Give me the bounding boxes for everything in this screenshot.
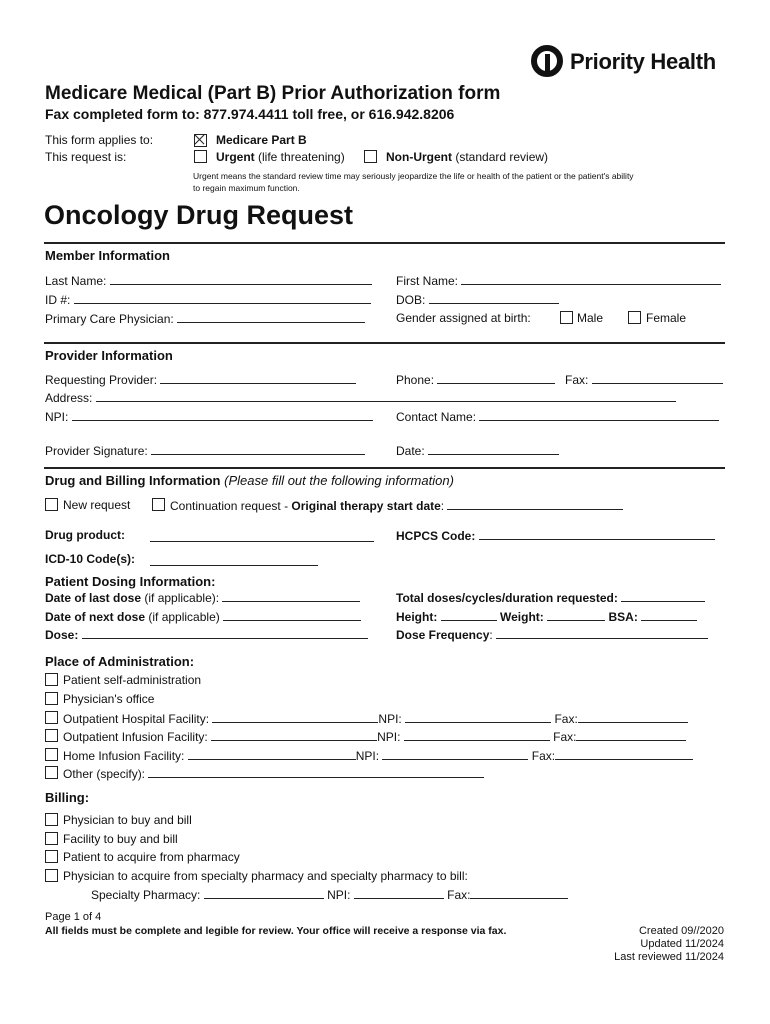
outpatient-hospital-row[interactable] [63,711,688,726]
next-dose-note: (if applicable) [148,610,220,624]
divider [44,342,725,344]
hcpcs-field[interactable] [396,528,715,543]
address-field[interactable] [45,390,676,405]
new-request-label: New request [63,498,131,512]
female-checkbox[interactable] [628,311,641,324]
gender-label: Gender assigned at birth: [396,311,531,325]
fax-label: Fax: [531,749,556,763]
total-doses-field[interactable] [396,590,705,605]
total-doses-label: Total doses/cycles/duration requested: [396,591,618,605]
last-name-field[interactable] [45,273,372,288]
fax-label: Fax: [554,712,578,726]
billing-option-label: Physician to acquire from specialty pharmacy and specialty pharmacy to bill: [63,869,468,883]
admin-option-label: Home Infusion Facility: [63,749,185,763]
phone-field[interactable] [396,372,555,387]
drug-heading-bold: Drug and Billing Information [45,473,221,488]
dose-label: Dose: [45,628,79,642]
requesting-provider-label: Requesting Provider: [45,373,158,387]
updated-date: Updated 11/2024 [640,938,724,950]
signature-date-field[interactable] [396,443,559,458]
requesting-provider-field[interactable] [45,372,356,387]
last-dose-field[interactable] [45,590,360,605]
fax-instructions: Fax completed form to: 877.974.4411 toll free, or 616.942.8206 [45,106,455,122]
continuation-request-label: Continuation request - Original therapy start date: [170,498,623,513]
icd-line[interactable] [150,554,318,566]
contact-name-field[interactable] [396,409,719,424]
last-dose-note: (if applicable): [144,591,220,605]
id-field[interactable] [45,292,371,307]
npi-label: NPI: [45,410,69,424]
billing-option-label: Physician to buy and bill [63,813,192,827]
footer-notice: All fields must be complete and legible for review. Your office will receive a response via fax. [45,925,507,937]
pcp-label: Primary Care Physician: [45,312,174,326]
admin-option-checkbox[interactable] [45,748,58,761]
signature-date-label: Date: [396,444,425,458]
dose-frequency-field[interactable]: Dose Frequency: [396,627,708,642]
bsa-label: BSA: [608,610,638,624]
fax-label: Fax: [553,730,577,744]
created-date: Created 09//2020 [638,925,724,937]
drug-product-line[interactable] [150,530,374,542]
billing-option-checkbox[interactable] [45,832,58,845]
npi-field[interactable] [45,409,373,424]
form-title: Medicare Medical (Part B) Prior Authorization form [45,83,501,104]
provider-heading: Provider Information [45,348,173,363]
last-name-label: Last Name: [45,274,107,288]
next-dose-label: Date of next dose [45,610,146,624]
original-start-label: Original therapy start date [291,499,441,513]
admin-option-label: Outpatient Infusion Facility: [63,730,208,744]
admin-option-checkbox[interactable] [45,673,58,686]
last-dose-label: Date of last dose [45,591,142,605]
phone-label: Phone: [396,373,435,387]
non-urgent-bold: Non-Urgent [386,150,452,164]
page-number: Page 1 of 4 [45,911,102,923]
urgent-label [216,150,345,164]
member-heading: Member Information [45,248,170,263]
male-label: Male [577,311,604,325]
urgent-bold: Urgent [216,150,255,164]
admin-option-checkbox[interactable] [45,692,58,705]
next-dose-field[interactable] [45,609,361,624]
admin-option-checkbox[interactable] [45,729,58,742]
id-label: ID #: [45,293,71,307]
height-label: Height: [396,610,438,624]
dose-frequency-label: Dose Frequency [396,628,490,642]
dob-label: DOB: [396,293,426,307]
specialty-pharmacy-label: Specialty Pharmacy: [91,888,201,902]
admin-option-label: Outpatient Hospital Facility: [63,712,210,726]
reviewed-date: Last reviewed 11/2024 [614,951,724,963]
first-name-field[interactable] [396,273,721,288]
npi-label: NPI: [327,888,351,902]
urgent-definition-1: Urgent means the standard review time may seriously jeopardize the life or health of the patient or the patient's ability [193,171,634,181]
non-urgent-checkbox[interactable] [364,150,377,163]
npi-label: NPI: [355,749,380,763]
height-weight-bsa-field[interactable] [396,609,697,624]
provider-fax-field[interactable] [565,372,723,387]
address-label: Address: [45,391,93,405]
provider-signature-label: Provider Signature: [45,444,148,458]
drug-heading [45,473,454,488]
continuation-label: Continuation request - [170,499,289,513]
new-request-checkbox[interactable] [45,498,58,511]
female-label: Female [646,311,687,325]
first-name-label: First Name: [396,274,459,288]
priority-health-logo-icon [530,44,564,78]
billing-option-label: Facility to buy and bill [63,832,178,846]
weight-label: Weight: [500,610,544,624]
billing-option-label: Patient to acquire from pharmacy [63,850,240,864]
icd-label: ICD-10 Code(s): [45,552,136,566]
billing-heading: Billing: [45,790,90,805]
billing-option-checkbox[interactable] [45,869,58,882]
request-label: This request is: [45,150,127,164]
page-title: Oncology Drug Request [44,200,354,230]
drug-product-label: Drug product: [45,528,125,542]
hcpcs-label: HCPCS Code: [396,529,476,543]
urgent-definition-2: to regain maximum function. [193,183,300,193]
non-urgent-note: (standard review) [455,150,549,164]
other-admin-row[interactable] [63,766,484,781]
divider [44,467,725,469]
npi-label: NPI: [377,730,401,744]
dose-field[interactable] [45,627,368,642]
admin-option-label: Patient self-administration [63,673,202,687]
dob-field[interactable] [396,292,559,307]
urgent-checkbox[interactable] [194,150,207,163]
drug-heading-note: (Please fill out the following information) [224,473,454,488]
specialty-pharmacy-row[interactable] [91,887,568,902]
urgent-note: (life threatening) [258,150,345,164]
admin-option-label: Physician's office [63,692,155,706]
medicare-part-b-label: Medicare Part B [216,133,307,147]
admin-heading: Place of Administration: [45,654,195,669]
admin-option-checkbox[interactable] [45,711,58,724]
non-urgent-label [386,150,548,164]
divider [44,242,725,244]
home-infusion-row[interactable] [63,748,693,763]
logo-text: Priority Health [570,49,716,74]
billing-option-checkbox[interactable] [45,850,58,863]
npi-label: NPI: [378,712,402,726]
outpatient-infusion-row[interactable] [63,729,686,744]
male-checkbox[interactable] [560,311,573,324]
fax-label: Fax: [447,888,471,902]
applies-label: This form applies to: [45,133,154,147]
admin-option-checkbox[interactable] [45,766,58,779]
admin-option-label: Other (specify): [63,767,146,781]
dosing-heading: Patient Dosing Information: [45,574,216,589]
provider-fax-label: Fax: [565,373,589,387]
medicare-part-b-checkbox[interactable] [194,134,207,147]
billing-option-checkbox[interactable] [45,813,58,826]
pcp-field[interactable] [45,311,365,326]
contact-name-label: Contact Name: [396,410,477,424]
continuation-request-checkbox[interactable] [152,498,165,511]
provider-signature-field[interactable] [45,443,365,458]
